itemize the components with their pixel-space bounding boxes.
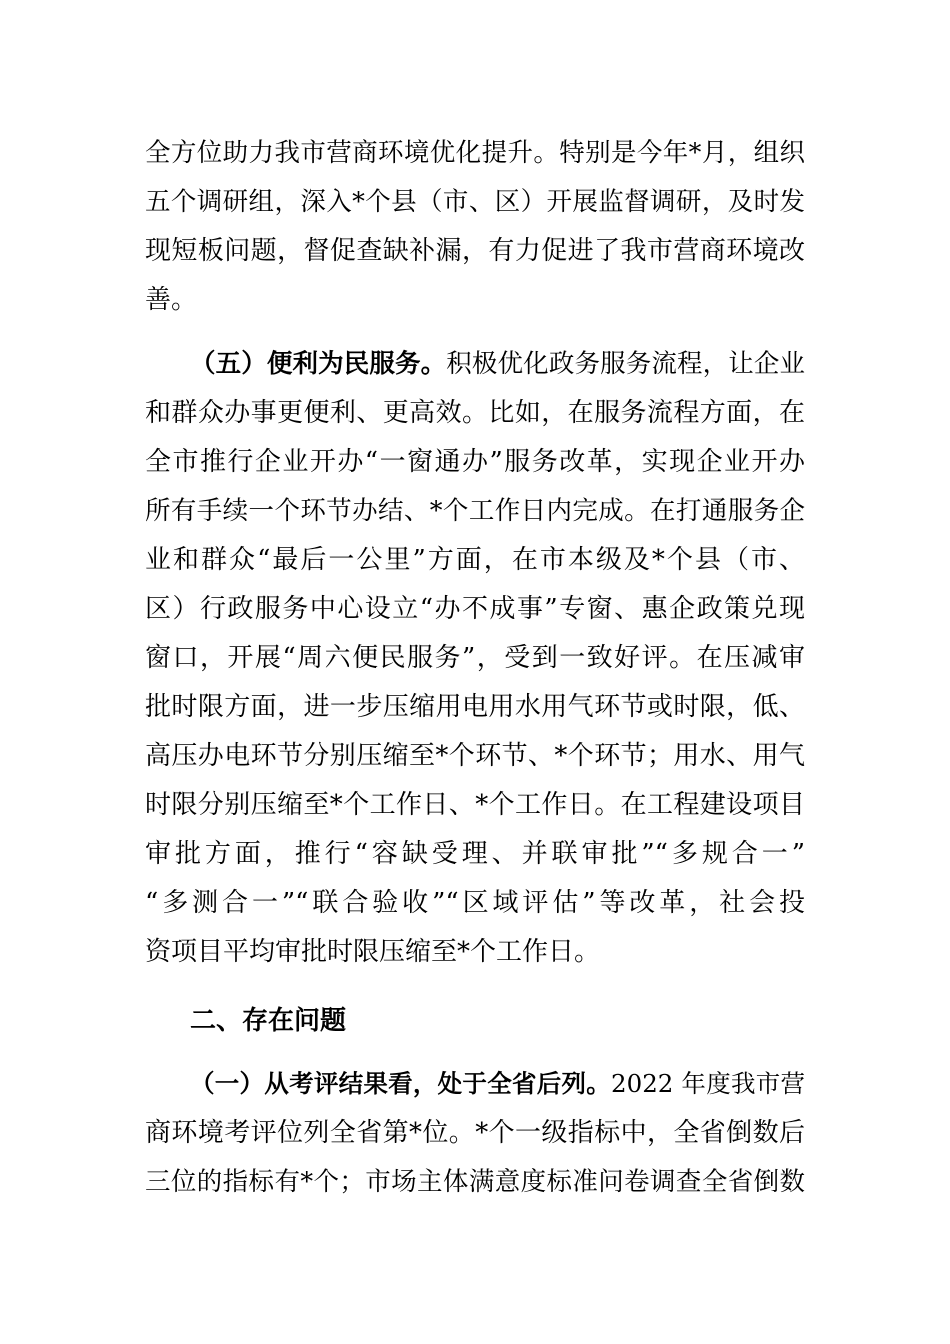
- body-text-line: 三位的指标有*个；市场主体满意度标准问卷调查全省倒数: [145, 1167, 805, 1197]
- body-text: 积极优化政务服务流程，让企业: [446, 349, 805, 379]
- section-heading: 二、存在问题: [190, 1006, 347, 1036]
- body-text-line: 现短板问题，督促查缺补漏，有力促进了我市营商环境改: [145, 236, 805, 266]
- body-text-line: 全市推行企业开办“一窗通办”服务改革，实现企业开办: [145, 447, 805, 477]
- body-text-line: 区）行政服务中心设立“办不成事”专窗、惠企政策兑现: [145, 594, 805, 624]
- paragraph-first-line: [190, 1066, 805, 1102]
- paragraph-first-line: [190, 346, 805, 382]
- body-text-line: 五个调研组，深入*个县（市、区）开展监督调研，及时发: [145, 187, 805, 217]
- body-text-line: 和群众办事更便利、更高效。比如，在服务流程方面，在: [145, 398, 805, 428]
- body-text-line: 全方位助力我市营商环境优化提升。特别是今年*月，组织: [145, 138, 805, 168]
- paragraph-heading: （一）从考评结果看，处于全省后列。: [190, 1069, 612, 1098]
- body-text-line: 批时限方面，进一步压缩用电用水用气环节或时限，低、: [145, 692, 805, 722]
- paragraph-heading: （五）便利为民服务。: [190, 349, 447, 379]
- body-text: 2022 年度我市营: [611, 1069, 806, 1098]
- body-text-line: 时限分别压缩至*个工作日、*个工作日。在工程建设项目: [145, 790, 805, 820]
- body-text-line: 审批方面，推行“容缺受理、并联审批”“多规合一”: [145, 839, 805, 869]
- body-text-line: 业和群众“最后一公里”方面，在市本级及*个县（市、: [145, 545, 805, 575]
- body-text-line: “多测合一”“联合验收”“区域评估”等改革，社会投: [145, 888, 805, 918]
- body-text-line: 商环境考评位列全省第*位。*个一级指标中，全省倒数后: [145, 1118, 805, 1148]
- body-text-line: 所有手续一个环节办结、*个工作日内完成。在打通服务企: [145, 496, 805, 526]
- body-text-line: 高压办电环节分别压缩至*个环节、*个环节；用水、用气: [145, 741, 805, 771]
- body-text-line: 窗口，开展“周六便民服务”，受到一致好评。在压减审: [145, 643, 805, 673]
- body-text-line: 资项目平均审批时限压缩至*个工作日。: [145, 937, 601, 967]
- body-text-line: 善。: [145, 285, 198, 315]
